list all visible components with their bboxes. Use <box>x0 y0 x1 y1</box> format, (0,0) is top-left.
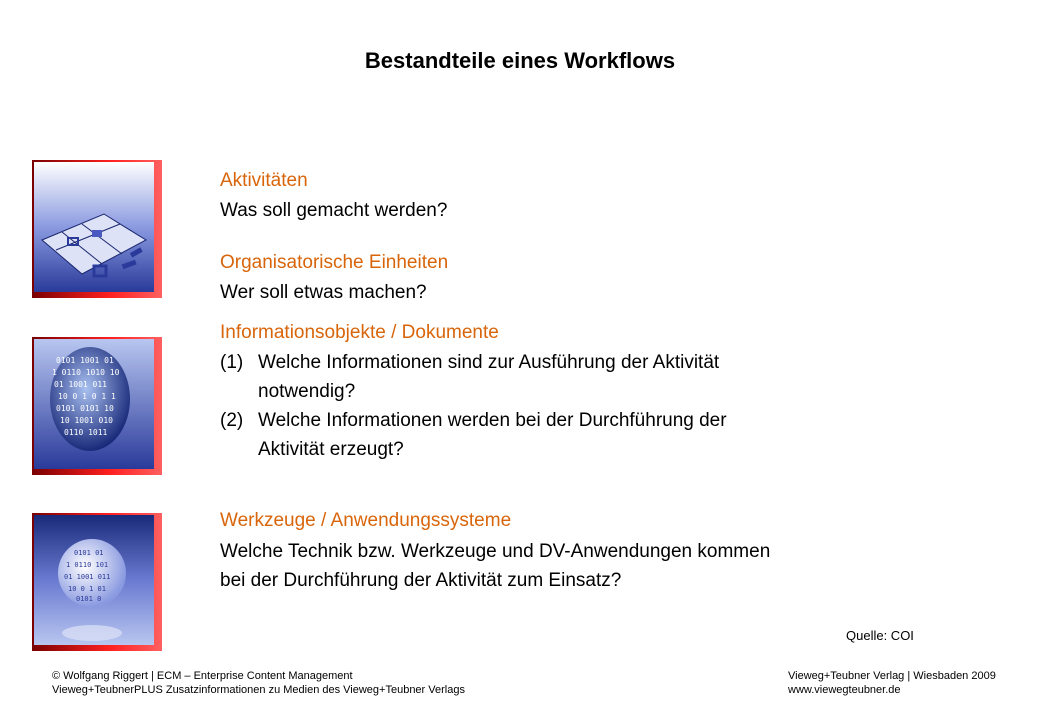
section-heading-documents: Informationsobjekte / Dokumente <box>220 322 499 343</box>
section-heading-organisation: Organisatorische Einheiten <box>220 252 449 273</box>
board-shapes-icon <box>34 162 154 292</box>
footer-publisher: Vieweg+Teubner Verlag | Wiesbaden 2009 <box>788 670 996 682</box>
svg-text:10 0 1 01: 10 0 1 01 <box>68 585 106 593</box>
section-heading-activities: Aktivitäten <box>220 170 308 191</box>
binary-face-icon <box>34 339 154 469</box>
binary-globe-icon <box>34 515 154 645</box>
footer-publisher-note: Vieweg+TeubnerPLUS Zusatzinformationen zu Medien des Vieweg+Teubner Verlags <box>52 684 465 696</box>
footer-right <box>788 669 996 697</box>
list-item-number: (2) <box>220 410 244 431</box>
footer-copyright: © Wolfgang Riggert | ECM – Enterprise Content Management <box>52 670 353 682</box>
source-note: Quelle: COI <box>846 628 914 643</box>
footer-website-link[interactable]: www.viewegteubner.de <box>788 684 901 696</box>
section-body-tools-line1: Welche Technik bzw. Werkzeuge und DV-Anwendungen kommen <box>220 541 771 562</box>
documents-list <box>220 348 940 466</box>
svg-text:0101 0: 0101 0 <box>76 595 102 603</box>
section-heading-tools: Werkzeuge / Anwendungssysteme <box>220 510 512 531</box>
section-body-activities: Was soll gemacht werden? <box>220 200 448 221</box>
footer-left <box>52 669 465 697</box>
svg-text:0101 01: 0101 01 <box>74 549 104 557</box>
section-body-organisation: Wer soll etwas machen? <box>220 282 427 303</box>
svg-text:01 1001 011: 01 1001 011 <box>64 573 111 581</box>
svg-text:0110 1011: 0110 1011 <box>64 428 108 437</box>
documents-image <box>32 337 162 475</box>
svg-text:01 1001 011: 01 1001 011 <box>54 380 107 389</box>
list-item-text-continued: Aktivität erzeugt? <box>258 439 404 460</box>
activities-image <box>32 160 162 298</box>
svg-text:1 0110 101: 1 0110 101 <box>66 561 109 569</box>
svg-text:10 0 1 0 1 1: 10 0 1 0 1 1 <box>58 392 116 401</box>
list-item-text-continued: notwendig? <box>258 381 356 402</box>
svg-text:0101 0101 10: 0101 0101 10 <box>56 404 114 413</box>
svg-text:1 0110 1010 10: 1 0110 1010 10 <box>52 368 120 377</box>
page-title: Bestandteile eines Workflows <box>364 48 676 73</box>
svg-text:0101 1001 01: 0101 1001 01 <box>56 356 114 365</box>
tools-image <box>32 513 162 651</box>
list-item <box>220 406 940 464</box>
svg-text:10 1001 010: 10 1001 010 <box>60 416 113 425</box>
list-item-text: Welche Informationen sind zur Ausführung der Aktivität <box>258 352 720 373</box>
list-item-text: Welche Informationen werden bei der Durchführung der <box>258 410 727 431</box>
section-body-tools-line2: bei der Durchführung der Aktivität zum Einsatz? <box>220 570 622 591</box>
list-item-number: (1) <box>220 352 244 373</box>
list-item <box>220 348 940 406</box>
